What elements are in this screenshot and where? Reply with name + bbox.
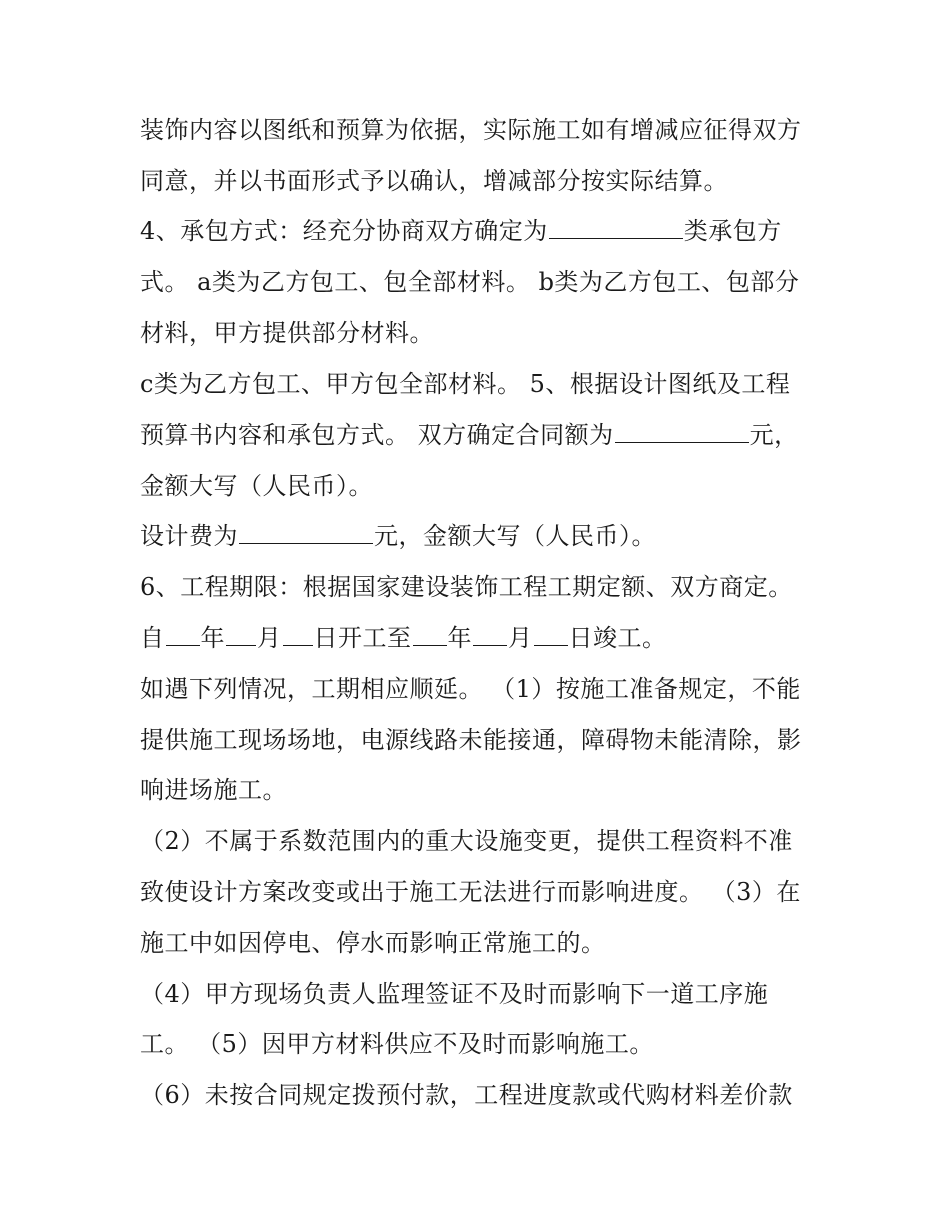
text-segment: 日开工至 xyxy=(313,624,412,652)
text-line: 金额大写（人民币）。 xyxy=(140,472,373,500)
text-line: 工。 （5）因甲方材料供应不及时而影响施工。 xyxy=(140,1030,654,1058)
text-line: （2）不属于系数范围内的重大设施变更，提供工程资料不准 xyxy=(140,827,793,855)
text-line-contract-amount xyxy=(140,419,799,451)
text-line: 同意，并以书面形式予以确认，增减部分按实际结算。 xyxy=(140,167,728,195)
text-segment: 预算书内容和承包方式。 双方确定合同额为 xyxy=(140,421,614,449)
text-line: （4）甲方现场负责人监理签证不及时而影响下一道工序施 xyxy=(140,980,769,1008)
text-line: 响进场施工。 xyxy=(140,776,287,804)
text-segment: 4、承包方式：经充分协商双方确定为 xyxy=(140,217,548,245)
text-line-contract-type xyxy=(140,215,782,247)
text-line: 如遇下列情况，工期相应顺延。 （1）按施工准备规定，不能 xyxy=(140,675,801,703)
contract-amount-blank xyxy=(615,420,749,443)
text-line: 装饰内容以图纸和预算为依据，实际施工如有增减应征得双方 xyxy=(140,116,802,144)
text-line: c类为乙方包工、甲方包全部材料。 5、根据设计图纸及工程 xyxy=(140,370,791,398)
text-line-design-fee xyxy=(140,520,656,552)
text-segment: 年 xyxy=(200,624,225,652)
text-segment: 月 xyxy=(257,624,282,652)
text-segment: 自 xyxy=(140,624,165,652)
text-segment: 元， xyxy=(749,421,799,449)
text-segment: 月 xyxy=(508,624,533,652)
text-segment: 日竣工。 xyxy=(568,624,667,652)
end-month-blank xyxy=(473,623,507,646)
text-segment: 年 xyxy=(447,624,472,652)
contract-type-blank xyxy=(549,216,683,239)
text-line: 材料，甲方提供部分材料。 xyxy=(140,319,434,347)
text-line: 6、工程期限：根据国家建设装饰工程工期定额、双方商定。 xyxy=(140,573,793,601)
end-day-blank xyxy=(534,623,568,646)
text-segment: 元，金额大写（人民币）。 xyxy=(374,522,656,550)
end-year-blank xyxy=(413,623,447,646)
text-line: 施工中如因停电、停水而影响正常施工的。 xyxy=(140,929,606,957)
text-line-schedule xyxy=(140,622,667,654)
start-month-blank xyxy=(226,623,256,646)
text-line: 致使设计方案改变或出于施工无法进行而影响进度。 （3）在 xyxy=(140,878,801,906)
text-line: 式。 a类为乙方包工、包全部材料。 b类为乙方包工、包部分 xyxy=(140,268,800,296)
text-segment: 类承包方 xyxy=(683,217,782,245)
text-segment: 设计费为 xyxy=(140,522,238,550)
text-line: （6）未按合同规定拨预付款，工程进度款或代购材料差价款 xyxy=(140,1081,793,1109)
design-fee-blank xyxy=(239,521,373,544)
start-year-blank xyxy=(166,623,200,646)
text-line: 提供施工现场场地，电源线路未能接通，障碍物未能清除，影 xyxy=(140,726,802,754)
start-day-blank xyxy=(283,623,313,646)
